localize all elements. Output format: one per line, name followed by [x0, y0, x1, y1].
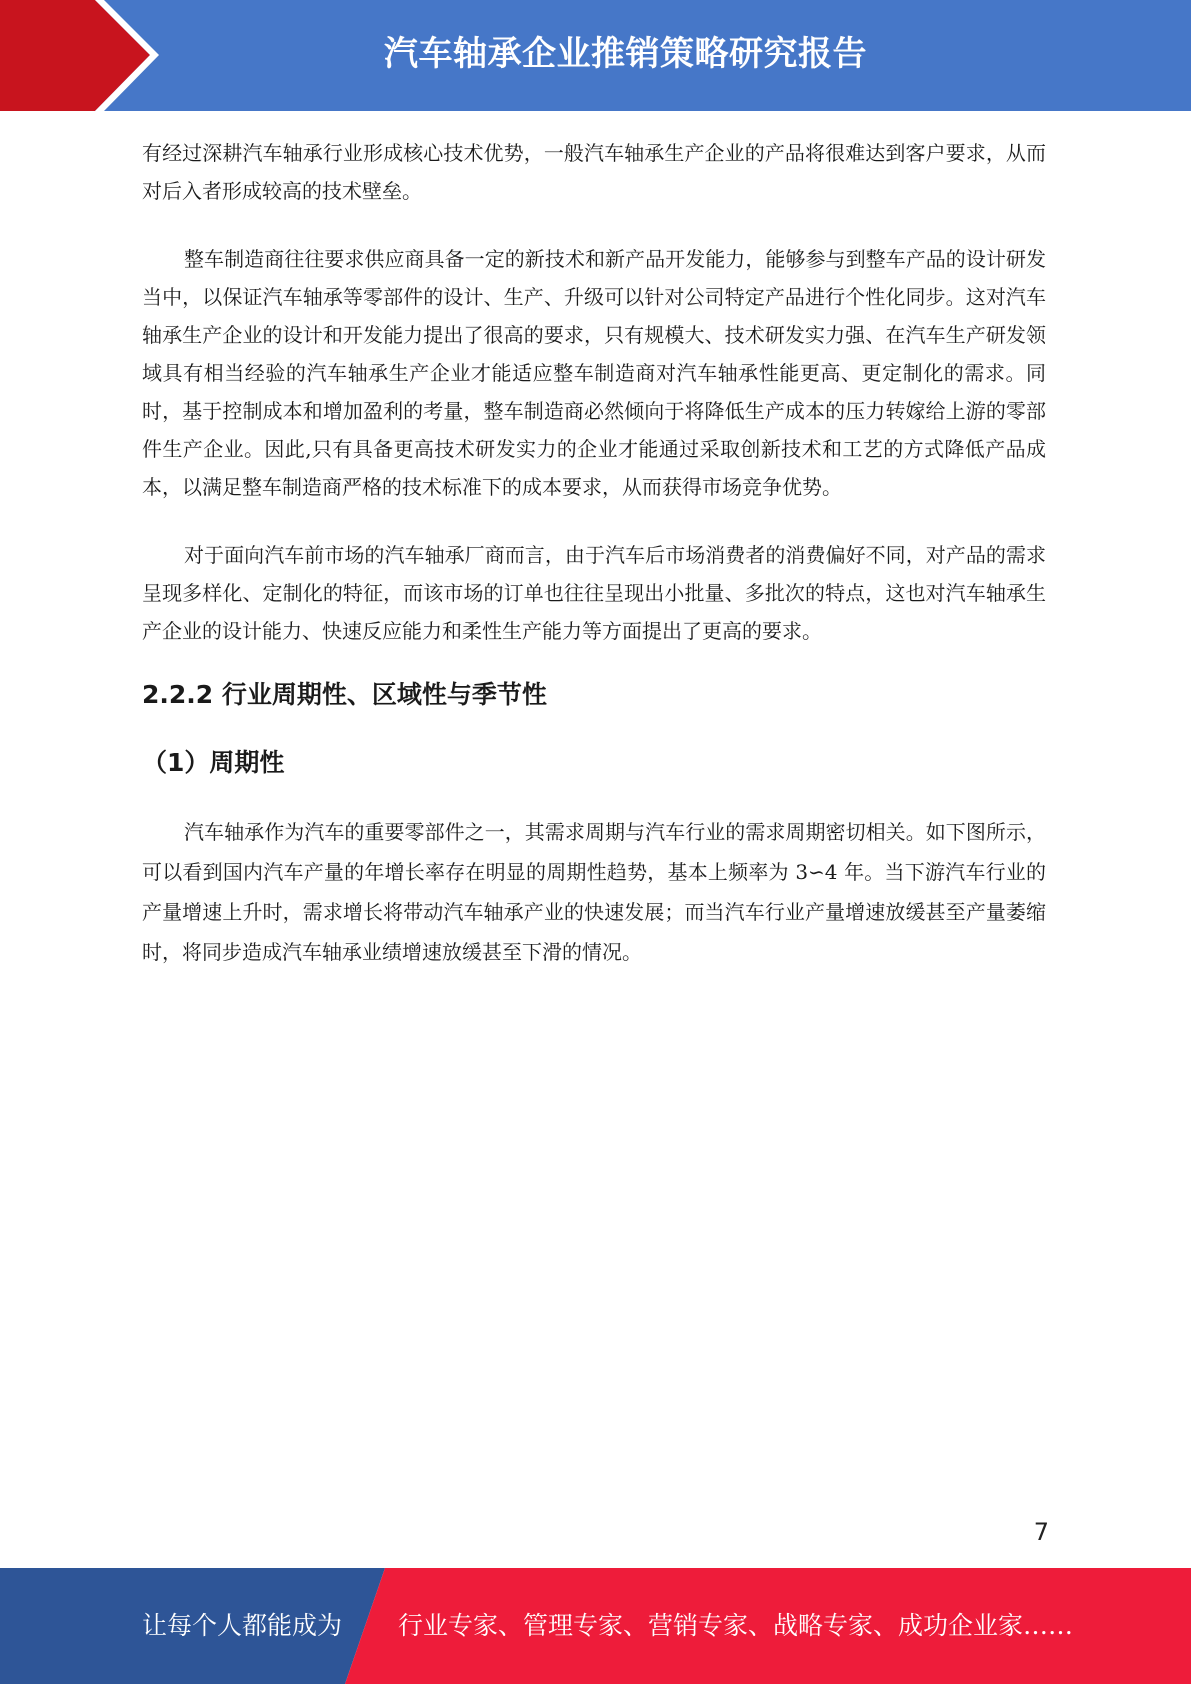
footer-slogan-right: 行业专家、管理专家、营销专家、战略专家、成功企业家…… — [398, 1611, 1074, 1640]
paragraph-3: 对于面向汽车前市场的汽车轴承厂商而言，由于汽车后市场消费者的消费偏好不同，对产品的需求呈现多样化、定制化的特征，而该市场的订单也往往呈现出小批量、多批次的特点，这也对汽车轴承生产企业的设计能力、快速反应能力和柔性生产能力等方面提出了更高的要求。 — [142, 543, 1046, 643]
header-arrow-decoration — [0, 0, 160, 111]
report-title: 汽车轴承企业推销策略研究报告 — [384, 34, 867, 74]
section-heading: 2.2.2 行业周期性、区域性与季节性 — [142, 680, 547, 709]
paragraph-4: 汽车轴承作为汽车的重要零部件之一，其需求周期与汽车行业的需求周期密切相关。如下图所示，可以看到国内汽车产量的年增长率存在明显的周期性趋势，基本上频率为 3∽4 年。当下游汽车行业的产量增速上升时，需求增长将带动汽车轴承产业的快速发展；而当汽车行业产量增速放缓甚至产量萎缩时，将同步造成汽车轴承业绩增速放缓甚至下滑的情况。 — [142, 820, 1046, 964]
page-footer — [0, 1568, 1191, 1684]
paragraph-1: 有经过深耕汽车轴承行业形成核心技术优势，一般汽车轴承生产企业的产品将很难达到客户要求，从而对后入者形成较高的技术壁垒。 — [142, 141, 1046, 203]
page-number: 7 — [1033, 1518, 1049, 1546]
footer-slogan-left: 让每个人都能成为 — [142, 1611, 343, 1640]
header-red-chevron — [0, 0, 150, 111]
paragraph-2: 整车制造商往往要求供应商具备一定的新技术和新产品开发能力，能够参与到整车产品的设计研发当中，以保证汽车轴承等零部件的设计、生产、升级可以针对公司特定产品进行个性化同步。这对汽车轴承生产企业的设计和开发能力提出了很高的要求，只有规模大、技术研发实力强、在汽车生产研发领域具有相当经验的汽车轴承生产企业才能适应整车制造商对汽车轴承性能更高、更定制化的需求。同时，基于控制成本和增加盈利的考量，整车制造商必然倾向于将降低生产成本的压力转嫁给上游的零部件生产企业。因此,只有具备更高技术研发实力的企业才能通过采取创新技术和工艺的方式降低产品成本，以满足整车制造商严格的技术标准下的成本要求，从而获得市场竞争优势。 — [142, 247, 1046, 499]
page-content — [142, 134, 1046, 972]
page-header — [0, 0, 1191, 111]
subsection-heading: （1）周期性 — [142, 748, 285, 777]
